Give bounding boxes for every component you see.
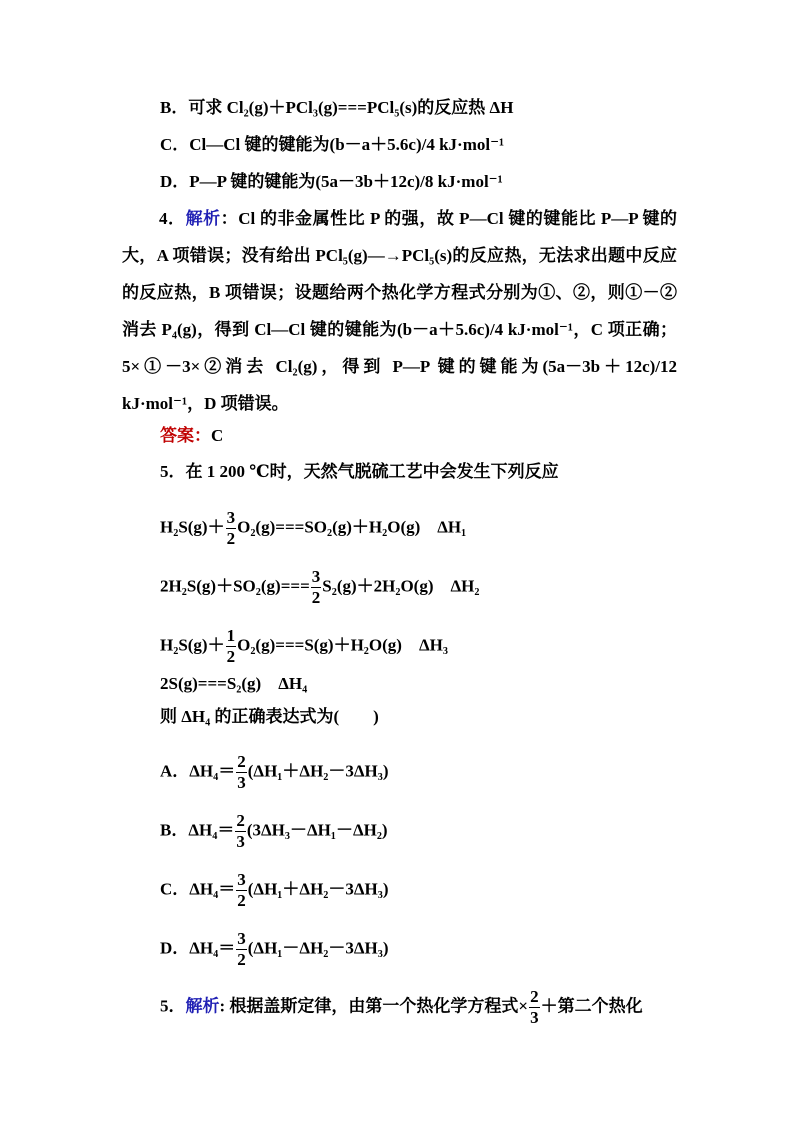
eq2-right: S₂(g)＋2H₂O(g) ΔH₂	[322, 576, 480, 596]
q5-equation-4: 2S(g)===S₂(g) ΔH₄	[160, 674, 308, 693]
option-d-numerator: 3	[237, 929, 246, 948]
q5-option-a	[160, 752, 389, 793]
q4-option-c: C．Cl—Cl 键的键能为(b－a＋5.6c)/4 kJ·mol⁻¹	[160, 135, 505, 154]
eq1-fraction	[226, 508, 237, 549]
option-a-right: (ΔH₁＋ΔH₂－3ΔH₃)	[247, 761, 389, 781]
eq2-numerator: 3	[311, 567, 321, 586]
q5-analysis-number: 5．	[160, 996, 186, 1016]
q4-answer-label: 答案：	[160, 426, 211, 445]
q5-analysis-numerator: 2	[530, 987, 539, 1006]
option-a-denominator: 3	[237, 773, 246, 792]
eq3-denominator: 2	[226, 647, 236, 666]
q5-equation-2	[160, 567, 479, 608]
option-d-left: D．ΔH₄＝	[160, 938, 236, 958]
option-d-denominator: 2	[237, 950, 246, 969]
option-c-left: C．ΔH₄＝	[160, 879, 236, 899]
q5-analysis-fraction	[529, 987, 540, 1028]
q5-equation-3	[160, 626, 448, 667]
option-b-left: B．ΔH₄＝	[160, 820, 235, 840]
q5-analysis-text-a: : 根据盖斯定律，由第一个热化学方程式×	[219, 996, 529, 1016]
q4-analysis-text: ：Cl 的非金属性比 P 的强，故 P—Cl 键的键能比 P—P 键的大，A 项错误；没有给出 PCl₅(g)―→PCl₅(s)的反应热，无法求出题中反应的反应热，B 项错误；设题给两个热化学方程式分别为①、②，则①－②消去 P₄(g)，得到 Cl—Cl 键的键能为(b－a＋5.6c)/4 kJ·mol⁻¹，C 项正确；5×①－3×②消去 Cl₂(g)，得到 P—P 键的键能为(5a－3b＋12c)/12 kJ·mol⁻¹，D 项错误。	[122, 209, 677, 413]
option-c-fraction	[236, 870, 247, 911]
q5-equation-1	[160, 508, 466, 549]
eq3-fraction	[226, 626, 237, 667]
option-c-numerator: 3	[237, 870, 246, 889]
option-a-left: A．ΔH₄＝	[160, 761, 236, 781]
q5-option-c	[160, 870, 389, 911]
q5-analysis	[160, 987, 643, 1028]
eq1-left: H₂S(g)＋	[160, 517, 225, 537]
option-d-right: (ΔH₁－ΔH₂－3ΔH₃)	[247, 938, 389, 958]
q4-answer-value: C	[211, 426, 224, 445]
eq2-denominator: 2	[311, 588, 321, 607]
q5-stem: 5．在 1 200 ℃时，天然气脱硫工艺中会发生下列反应	[160, 462, 559, 481]
option-b-numerator: 2	[236, 811, 245, 830]
option-a-fraction	[236, 752, 247, 793]
q5-analysis-text-b: ＋第二个热化	[540, 996, 643, 1016]
option-a-numerator: 2	[237, 752, 246, 771]
option-b-fraction	[235, 811, 246, 852]
eq2-fraction	[311, 567, 322, 608]
option-b-denominator: 3	[236, 832, 245, 851]
eq3-left: H₂S(g)＋	[160, 635, 225, 655]
eq1-denominator: 2	[226, 529, 236, 548]
option-c-denominator: 2	[237, 891, 246, 910]
eq3-right: O₂(g)===S(g)＋H₂O(g) ΔH₃	[237, 635, 448, 655]
option-c-right: (ΔH₁＋ΔH₂－3ΔH₃)	[247, 879, 389, 899]
eq1-numerator: 3	[226, 508, 236, 527]
q4-answer	[160, 424, 223, 448]
q4-analysis-label: 解析	[185, 209, 221, 228]
q5-option-b	[160, 811, 388, 852]
q5-analysis-denominator: 3	[530, 1008, 539, 1027]
option-b-right: (3ΔH₃－ΔH₁－ΔH₂)	[246, 820, 388, 840]
q4-analysis-number: 4．	[159, 209, 186, 228]
q5-analysis-label: 解析	[185, 996, 220, 1016]
q5-question: 则 ΔH₄ 的正确表达式为( )	[160, 707, 379, 726]
eq2-left: 2H₂S(g)＋SO₂(g)===	[160, 576, 310, 596]
q4-analysis	[122, 200, 677, 422]
q5-option-d	[160, 929, 389, 970]
q4-option-b: B．可求 Cl₂(g)＋PCl₃(g)===PCl₅(s)的反应热 ΔH	[160, 98, 514, 117]
option-d-fraction	[236, 929, 247, 970]
q4-option-d: D．P—P 键的键能为(5a－3b＋12c)/8 kJ·mol⁻¹	[160, 172, 503, 191]
eq1-right: O₂(g)===SO₂(g)＋H₂O(g) ΔH₁	[237, 517, 467, 537]
eq3-numerator: 1	[226, 626, 236, 645]
